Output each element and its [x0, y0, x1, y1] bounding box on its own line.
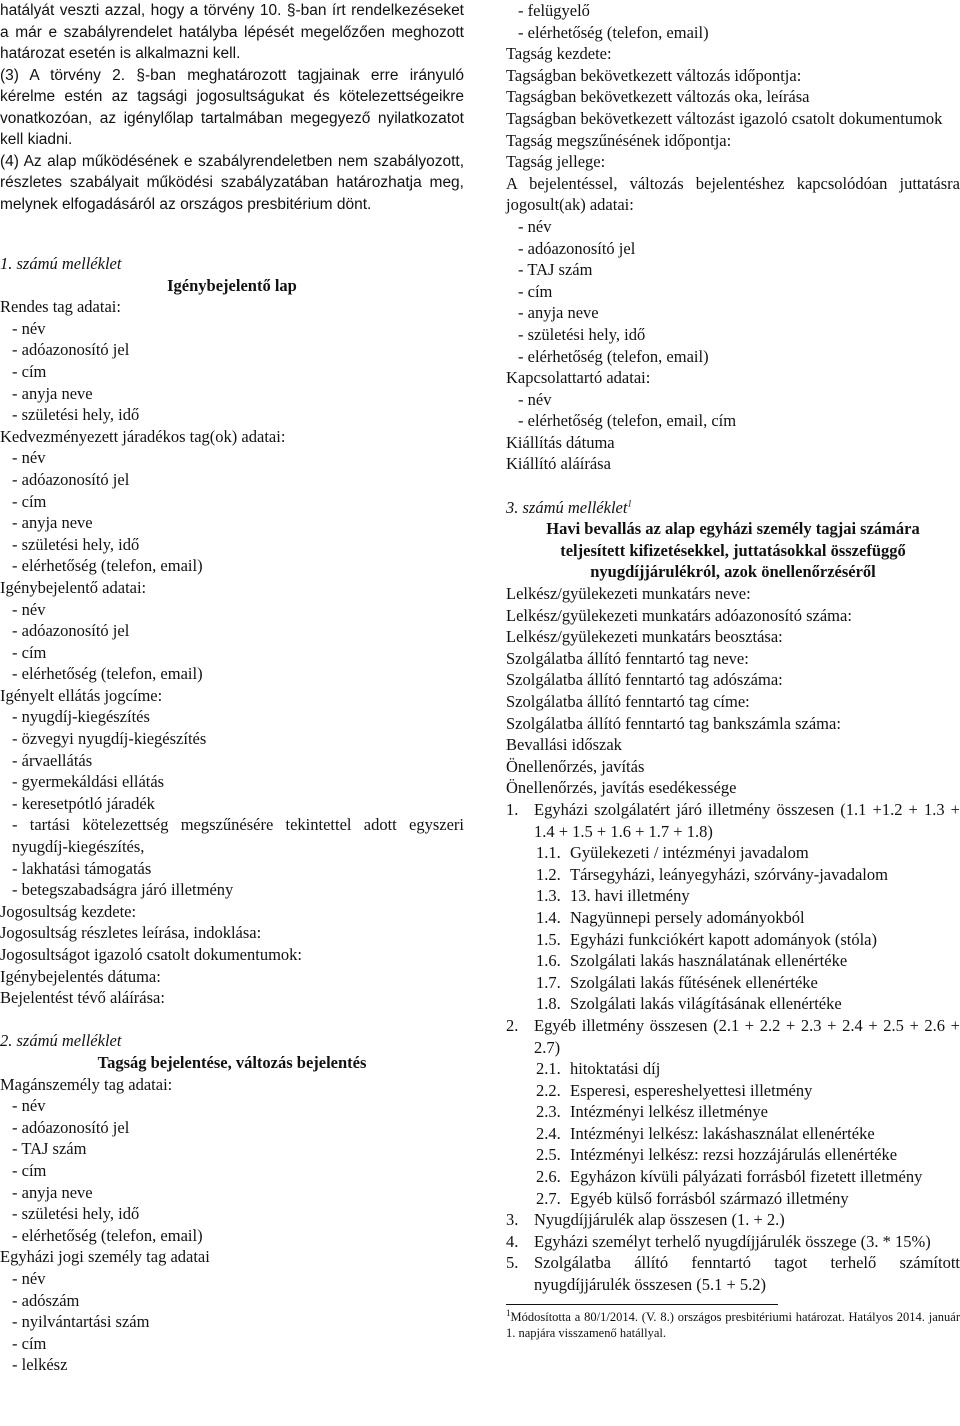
- sub-item-text: Gyülekezeti / intézményi javadalom: [570, 843, 809, 863]
- list-item: - név: [12, 318, 46, 338]
- sub-item-number: 1.1.: [536, 843, 561, 863]
- sub-item: [506, 1144, 960, 1166]
- numbered-item: [506, 1231, 960, 1253]
- list-item: - elérhetőség (telefon, email): [518, 346, 709, 366]
- item-number: 1.: [506, 799, 519, 819]
- sub-item-text: Intézményi lelkész illetménye: [570, 1102, 768, 1122]
- field-label: Magánszemély tag adatai:: [0, 1074, 173, 1094]
- list-item: - özvegyi nyugdíj-kiegészítés: [12, 729, 207, 749]
- annex2-label: 2. számú melléklet: [0, 1031, 122, 1051]
- annex3-title: Havi bevallás az alap egyházi személy tagjai számára teljesített kifizetésekkel, juttatásokkal összefüggő nyugdíjjárulékról, azok önellenőrzéséről: [546, 519, 920, 582]
- sub-item: [506, 864, 960, 886]
- list-item: - születési hely, idő: [518, 324, 646, 344]
- sub-item-number: 2.1.: [536, 1059, 561, 1079]
- item-text: Egyéb illetmény összesen (2.1 + 2.2 + 2.3 + 2.4 + 2.5 + 2.6 + 2.7): [534, 1015, 960, 1057]
- field-label: Kapcsolattartó adatai:: [506, 368, 651, 388]
- sub-item-number: 1.8.: [536, 994, 561, 1014]
- list-item: - anyja neve: [12, 1182, 93, 1202]
- item-text: Egyházi személyt terhelő nyugdíjjárulék összege (3. * 15%): [534, 1231, 931, 1251]
- field-label: Kedvezményezett járadékos tag(ok) adatai:: [0, 426, 286, 446]
- list-item: - név: [518, 389, 552, 409]
- sub-item-number: 1.5.: [536, 929, 561, 949]
- item-text: Egyházi szolgálatért járó illetmény összesen (1.1 +1.2 + 1.3 + 1.4 + 1.5 + 1.6 + 1.7 + 1.8): [534, 799, 960, 841]
- field-label: Önellenőrzés, javítás: [506, 756, 645, 776]
- annex3-label: [506, 497, 960, 519]
- sub-item-number: 1.7.: [536, 972, 561, 992]
- annex1-title: Igénybejelentő lap: [167, 275, 297, 295]
- list-item: - cím: [12, 491, 47, 511]
- sub-item-number: 2.3.: [536, 1102, 561, 1122]
- sub-item-number: 2.4.: [536, 1123, 561, 1143]
- sub-item-text: hitoktatási díj: [570, 1059, 661, 1079]
- sub-item: [506, 907, 960, 929]
- field-label: Igénybejelentő adatai:: [0, 577, 147, 597]
- sub-item-text: Egyházon kívüli pályázati forrásból fizetett illetmény: [570, 1167, 923, 1187]
- field-label: Igénybejelentés dátuma:: [0, 966, 161, 986]
- sub-item: [506, 842, 960, 864]
- list-item: - lelkész: [12, 1355, 68, 1375]
- list-item: - TAJ szám: [12, 1139, 87, 1159]
- sub-item-text: Esperesi, espereshelyettesi illetmény: [570, 1080, 813, 1100]
- field-label: Tagság jellege:: [506, 152, 606, 172]
- sub-item-text: Egyházi funkciókért kapott adományok (stóla): [570, 929, 877, 949]
- sub-item: [506, 1080, 960, 1102]
- field-label: A bejelentéssel, változás bejelentéshez kapcsolódóan juttatásra jogosult(ak) adatai:: [506, 173, 960, 215]
- list-item: - lakhatási támogatás: [12, 858, 152, 878]
- list-item: - anyja neve: [518, 303, 599, 323]
- numbered-item: [506, 799, 960, 842]
- field-label: Lelkész/gyülekezeti munkatárs adóazonosító száma:: [506, 605, 852, 625]
- list-item: - adóazonosító jel: [12, 621, 130, 641]
- footnote-text: Módosította a 80/1/2014. (V. 8.) országos presbitériumi határozat. Hatályos 2014. január 1. napjára visszamenő hatállyal.: [506, 1309, 960, 1340]
- list-item: - elérhetőség (telefon, email, cím: [518, 411, 737, 431]
- annex2-title: Tagság bejelentése, változás bejelentés: [97, 1052, 367, 1072]
- list-item: - adószám: [12, 1290, 80, 1310]
- field-label: Szolgálatba állító fenntartó tag címe:: [506, 692, 750, 711]
- list-item: - adóazonosító jel: [518, 238, 636, 258]
- field-label: Bejelentést tévő aláírása:: [0, 988, 165, 1008]
- sub-item-text: Szolgálati lakás világításának ellenértéke: [570, 994, 842, 1014]
- field-label: Szolgálatba állító fenntartó tag bankszámla száma:: [506, 713, 841, 733]
- sub-item-text: 13. havi illetmény: [570, 886, 690, 906]
- list-item: - cím: [12, 361, 47, 381]
- sub-item-text: Szolgálati lakás használatának ellenértéke: [570, 951, 848, 971]
- list-item: - árvaellátás: [12, 750, 93, 770]
- sub-item-text: Társegyházi, leányegyházi, szórvány-javadalom: [570, 864, 888, 884]
- list-item: - gyermekáldási ellátás: [12, 772, 165, 792]
- list-item: - adóazonosító jel: [12, 469, 130, 489]
- annex1-label: 1. számú melléklet: [0, 254, 122, 273]
- sub-item-text: Egyéb külső forrásból származó illetmény: [570, 1188, 849, 1208]
- sub-item: [506, 1123, 960, 1145]
- field-label: Bevallási időszak: [506, 735, 622, 755]
- annex2-list: [0, 1074, 464, 1376]
- list-item: - cím: [12, 1333, 47, 1353]
- field-label: Egyházi jogi személy tag adatai: [0, 1247, 210, 1267]
- field-label: Önellenőrzés, javítás esedékessége: [506, 778, 737, 798]
- sub-item-text: Szolgálati lakás fűtésének ellenértéke: [570, 972, 818, 992]
- list-item: - keresetpótló járadék: [12, 793, 155, 813]
- list-item: - születési hely, idő: [12, 534, 140, 554]
- field-label: Rendes tag adatai:: [0, 297, 121, 317]
- numbered-item: [506, 1209, 960, 1231]
- item-number: 3.: [506, 1210, 519, 1230]
- field-label: Jogosultság részletes leírása, indoklása:: [0, 923, 262, 943]
- list-item: - elérhetőség (telefon, email): [518, 22, 709, 42]
- sub-item: [506, 1101, 960, 1123]
- sub-item-text: Intézményi lelkész: lakáshasználat ellenértéke: [570, 1123, 875, 1143]
- annex3-fields: [506, 583, 960, 799]
- right-column: [506, 0, 960, 1341]
- numbered-item: [506, 1015, 960, 1058]
- sub-item: [506, 1058, 960, 1080]
- footnote: [506, 1309, 960, 1341]
- sub-item: [506, 929, 960, 951]
- field-label: Tagságban bekövetkezett változás oka, leírása: [506, 87, 810, 107]
- list-item: - születési hely, idő: [12, 1204, 140, 1224]
- list-item: - név: [12, 1096, 46, 1116]
- sub-item: [506, 1188, 960, 1210]
- item-text: Szolgálatba állító fenntartó tagot terhelő számított nyugdíjjárulék összesen (5.1 + 5.2): [534, 1253, 960, 1295]
- annex3-footnote-ref: 1: [627, 498, 632, 509]
- sub-item-number: 1.2.: [536, 864, 561, 884]
- sub-item-text: Intézményi lelkész: rezsi hozzájárulás ellenértéke: [570, 1145, 898, 1165]
- sub-item: [506, 993, 960, 1015]
- list-item: - TAJ szám: [518, 260, 593, 280]
- intro-paragraphs: [0, 0, 464, 215]
- item-text: Nyugdíjjárulék alap összesen (1. + 2.): [534, 1210, 785, 1230]
- annex3-items: [506, 799, 960, 1296]
- item-number: 5.: [506, 1253, 519, 1273]
- left-column: [0, 0, 464, 1376]
- field-label: Tagság kezdete:: [506, 44, 612, 64]
- list-item: - név: [12, 599, 46, 619]
- list-item: - adóazonosító jel: [12, 1117, 130, 1137]
- sub-item-number: 2.2.: [536, 1080, 561, 1100]
- list-item: - felügyelő: [518, 1, 590, 20]
- annex1-list: [0, 296, 464, 1009]
- sub-item-number: 2.7.: [536, 1188, 561, 1208]
- list-item: - anyja neve: [12, 513, 93, 533]
- list-item: - nyugdíj-kiegészítés: [12, 707, 150, 727]
- sub-item: [506, 885, 960, 907]
- sub-item-number: 1.6.: [536, 951, 561, 971]
- sub-item: [506, 972, 960, 994]
- list-item: - adóazonosító jel: [12, 340, 130, 360]
- field-label: Kiállító aláírása: [506, 454, 611, 474]
- field-label: Tagság megszűnésének időpontja:: [506, 130, 732, 150]
- list-item: - elérhetőség (telefon, email): [12, 1225, 203, 1245]
- numbered-item: [506, 1252, 960, 1295]
- field-label: Lelkész/gyülekezeti munkatárs neve:: [506, 584, 751, 604]
- list-item: - név: [518, 216, 552, 236]
- sub-item-text: Nagyünnepi persely adományokból: [570, 907, 805, 927]
- list-item: - születési hely, idő: [12, 405, 140, 425]
- annex3-label-text: 3. számú melléklet: [506, 497, 628, 517]
- list-item: - cím: [12, 642, 47, 662]
- sub-item: [506, 950, 960, 972]
- field-label: Lelkész/gyülekezeti munkatárs beosztása:: [506, 627, 783, 647]
- item-number: 4.: [506, 1231, 519, 1251]
- item-number: 2.: [506, 1015, 519, 1035]
- field-label: Tagságban bekövetkezett változás időpontja:: [506, 65, 802, 85]
- list-item: - elérhetőség (telefon, email): [12, 556, 203, 576]
- sub-item-number: 1.4.: [536, 907, 561, 927]
- intro-paragraph-2: (3) A törvény 2. §-ban meghatározott tagjainak erre irányuló kérelme estén az tagsági jogosultságukat és kötelezettségeikre vonatkozóan, az igénylőlap tartalmában megegyező nyilatkozatot kell kiadni.: [0, 66, 464, 148]
- intro-paragraph-3: (4) Az alap működésének e szabályrendeletben nem szabályozott, részletes szabályait működési szabályzatában határozhatja meg, melynek elfogadásáról az országos presbitérium dönt.: [0, 152, 464, 213]
- field-label: Kiállítás dátuma: [506, 432, 615, 452]
- sub-item-number: 2.5.: [536, 1145, 561, 1165]
- list-item: - nyilvántartási szám: [12, 1312, 150, 1332]
- annex2-continuation-list: [506, 0, 960, 475]
- field-label: Jogosultság kezdete:: [0, 901, 137, 921]
- list-item: - tartási kötelezettség megszűnésére tekintettel adott egyszeri nyugdíj-kiegészítés,: [12, 815, 464, 857]
- footnote-divider: [506, 1304, 778, 1305]
- list-item: - anyja neve: [12, 383, 93, 403]
- list-item: - név: [12, 448, 46, 468]
- field-label: Jogosultságot igazoló csatolt dokumentumok:: [0, 945, 303, 964]
- field-label: Szolgálatba állító fenntartó tag adószáma:: [506, 670, 783, 690]
- list-item: - cím: [518, 281, 553, 301]
- sub-item-number: 1.3.: [536, 886, 561, 906]
- field-label: Tagságban bekövetkezett változást igazoló csatolt dokumentumok: [506, 108, 943, 128]
- sub-item-number: 2.6.: [536, 1167, 561, 1187]
- list-item: - elérhetőség (telefon, email): [12, 664, 203, 684]
- field-label: Szolgálatba állító fenntartó tag neve:: [506, 648, 749, 668]
- list-item: - név: [12, 1268, 46, 1288]
- intro-paragraph-1: hatályát veszti azzal, hogy a törvény 10. §-ban írt rendelkezéseket a már e szabályrendelet hatályba lépését megelőzően meghozott határozat esetén is alkalmazni kell.: [0, 2, 464, 62]
- field-label: Igényelt ellátás jogcíme:: [0, 685, 163, 705]
- footnote-marker: 1: [506, 1307, 511, 1318]
- list-item: - betegszabadságra járó illetmény: [12, 880, 234, 900]
- list-item: - cím: [12, 1160, 47, 1180]
- sub-item: [506, 1166, 960, 1188]
